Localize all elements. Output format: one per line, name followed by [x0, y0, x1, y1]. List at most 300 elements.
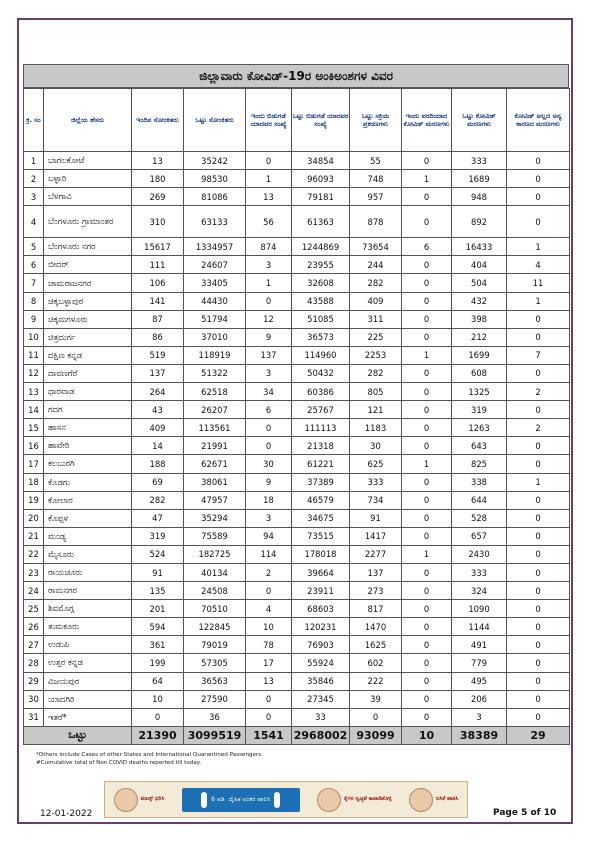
- header-serial: ಕ್ರ. ಸಂ: [24, 89, 44, 152]
- header-active-cases: ಒಟ್ಟು ಸಕ್ರಿಯ ಪ್ರಕರಣಗಳು: [350, 89, 402, 152]
- row-district-name: ಬಳ್ಳಾರಿ: [44, 170, 132, 188]
- row-value: 13: [132, 152, 184, 170]
- row-value: 62518: [184, 383, 246, 401]
- row-value: 1: [402, 346, 452, 364]
- row-value: 9: [246, 328, 292, 346]
- row-district-name: ಚಿಕ್ಕಬಳ್ಳಾಪುರ: [44, 292, 132, 310]
- row-value: 61221: [292, 455, 350, 473]
- row-value: 76903: [292, 636, 350, 654]
- row-value: 180: [132, 170, 184, 188]
- row-value: 1: [402, 170, 452, 188]
- row-value: 0: [402, 491, 452, 509]
- row-value: 222: [350, 672, 402, 690]
- table-row: [24, 328, 570, 346]
- row-value: 39664: [292, 563, 350, 581]
- row-value: 1: [507, 238, 570, 256]
- row-serial: 1: [24, 152, 44, 170]
- row-value: 0: [402, 206, 452, 238]
- row-value: 0: [402, 654, 452, 672]
- row-value: 892: [452, 206, 507, 238]
- row-value: 86: [132, 328, 184, 346]
- row-district-name: ರಾಯಚೂರು: [44, 563, 132, 581]
- row-district-name: ತುಮಕೂರು: [44, 618, 132, 636]
- row-district-name: ಕೊಡಗು: [44, 473, 132, 491]
- row-value: 73654: [350, 238, 402, 256]
- row-serial: 21: [24, 527, 44, 545]
- row-value: 957: [350, 188, 402, 206]
- row-value: 6: [246, 401, 292, 419]
- row-serial: 14: [24, 401, 44, 419]
- page-number: Page 5 of 10: [493, 808, 557, 818]
- header-total-discharged: ಒಟ್ಟು ಬಿಡುಗಡೆ ಯಾದವರ ಸಂಖ್ಯೆ: [292, 89, 350, 152]
- row-value: 91: [132, 563, 184, 581]
- row-value: 748: [350, 170, 402, 188]
- table-row: [24, 206, 570, 238]
- row-value: 519: [132, 346, 184, 364]
- row-district-name: ಕಲಬುರಗಿ: [44, 455, 132, 473]
- row-value: 817: [350, 600, 402, 618]
- row-value: 75589: [184, 527, 246, 545]
- row-value: 0: [402, 419, 452, 437]
- row-value: 98530: [184, 170, 246, 188]
- row-value: 0: [402, 600, 452, 618]
- row-value: 40134: [184, 563, 246, 581]
- row-value: 608: [452, 364, 507, 382]
- row-value: 361: [132, 636, 184, 654]
- row-value: 2: [507, 383, 570, 401]
- row-value: 24607: [184, 256, 246, 274]
- report-date: 12-01-2022: [40, 809, 93, 819]
- row-value: 0: [507, 600, 570, 618]
- row-serial: 8: [24, 292, 44, 310]
- row-serial: 19: [24, 491, 44, 509]
- row-value: 1: [246, 170, 292, 188]
- row-district-name: ಗದಗ: [44, 401, 132, 419]
- row-value: 60386: [292, 383, 350, 401]
- row-value: 50432: [292, 364, 350, 382]
- table-row: [24, 292, 570, 310]
- row-value: 264: [132, 383, 184, 401]
- row-value: 2277: [350, 545, 402, 563]
- row-value: 13: [246, 672, 292, 690]
- row-value: 33405: [184, 274, 246, 292]
- row-value: 62671: [184, 455, 246, 473]
- total-cell: 2968002: [292, 726, 350, 744]
- hands-text: ಕೈಗಳ ಸ್ವಚ್ಛತೆ ಕಾಪಾಡಿಕೊಳ್ಳಿ: [344, 796, 392, 802]
- row-district-name: ಬಾಗಲಕೋಟೆ: [44, 152, 132, 170]
- row-district-name: ಯಾದಗಿರಿ: [44, 690, 132, 708]
- row-district-name: ಬೆಂಗಳೂರು ನಗರ: [44, 238, 132, 256]
- row-value: 47: [132, 509, 184, 527]
- row-value: 1244869: [292, 238, 350, 256]
- table-row: [24, 310, 570, 328]
- row-value: 643: [452, 437, 507, 455]
- row-value: 0: [507, 206, 570, 238]
- table-row: [24, 527, 570, 545]
- row-value: 1689: [452, 170, 507, 188]
- row-value: 51794: [184, 310, 246, 328]
- row-value: 0: [402, 582, 452, 600]
- row-value: 657: [452, 527, 507, 545]
- row-district-name: ಹಾವೇರಿ: [44, 437, 132, 455]
- row-district-name: ಧಾರವಾಡ: [44, 383, 132, 401]
- row-value: 114960: [292, 346, 350, 364]
- table-row: [24, 545, 570, 563]
- row-value: 0: [507, 455, 570, 473]
- row-value: 4: [507, 256, 570, 274]
- row-value: 91: [350, 509, 402, 527]
- row-value: 34854: [292, 152, 350, 170]
- row-district-name: ಶಿವಮೊಗ್ಗ: [44, 600, 132, 618]
- row-value: 35846: [292, 672, 350, 690]
- awareness-banner: [104, 781, 468, 818]
- row-serial: 28: [24, 654, 44, 672]
- table-row: [24, 256, 570, 274]
- row-district-name: ಉಡುಪಿ: [44, 636, 132, 654]
- table-header-row: [24, 89, 570, 152]
- row-value: 1: [507, 292, 570, 310]
- row-district-name: ಬೀದರ್: [44, 256, 132, 274]
- row-value: 27590: [184, 690, 246, 708]
- row-value: 2: [507, 419, 570, 437]
- row-value: 3: [246, 509, 292, 527]
- row-value: 1470: [350, 618, 402, 636]
- row-value: 57305: [184, 654, 246, 672]
- row-value: 47957: [184, 491, 246, 509]
- row-district-name: ರಾಮನಗರ: [44, 582, 132, 600]
- table-row: [24, 690, 570, 708]
- row-district-name: ಇತರೆ*: [44, 708, 132, 726]
- row-value: 0: [507, 582, 570, 600]
- row-value: 1: [246, 274, 292, 292]
- table-row: [24, 563, 570, 581]
- row-serial: 27: [24, 636, 44, 654]
- total-cell: 1541: [246, 726, 292, 744]
- row-value: 122845: [184, 618, 246, 636]
- row-district-name: ಕೊಪ್ಪಳ: [44, 509, 132, 527]
- row-value: 26207: [184, 401, 246, 419]
- row-value: 113561: [184, 419, 246, 437]
- row-serial: 29: [24, 672, 44, 690]
- row-value: 0: [402, 152, 452, 170]
- row-value: 269: [132, 188, 184, 206]
- row-value: 805: [350, 383, 402, 401]
- row-value: 282: [350, 274, 402, 292]
- row-serial: 30: [24, 690, 44, 708]
- row-serial: 10: [24, 328, 44, 346]
- row-value: 0: [507, 545, 570, 563]
- row-value: 61363: [292, 206, 350, 238]
- row-value: 0: [246, 419, 292, 437]
- row-value: 11: [507, 274, 570, 292]
- row-serial: 20: [24, 509, 44, 527]
- row-serial: 12: [24, 364, 44, 382]
- row-value: 55924: [292, 654, 350, 672]
- row-value: 644: [452, 491, 507, 509]
- row-value: 39: [350, 690, 402, 708]
- row-value: 3: [246, 364, 292, 382]
- row-value: 273: [350, 582, 402, 600]
- row-value: 111113: [292, 419, 350, 437]
- row-serial: 13: [24, 383, 44, 401]
- vaccine-icon: [409, 788, 433, 812]
- row-value: 56: [246, 206, 292, 238]
- row-value: 0: [507, 672, 570, 690]
- row-value: 36: [184, 708, 246, 726]
- row-value: 333: [452, 152, 507, 170]
- row-district-name: ಮಂಡ್ಯ: [44, 527, 132, 545]
- row-value: 2430: [452, 545, 507, 563]
- row-value: 35294: [184, 509, 246, 527]
- row-value: 0: [402, 328, 452, 346]
- total-cell: 93099: [350, 726, 402, 744]
- row-value: 30: [246, 455, 292, 473]
- header-today-cases: ಇಂದಿನ ಸೋಂಕಿತರು: [132, 89, 184, 152]
- row-value: 78: [246, 636, 292, 654]
- row-value: 114: [246, 545, 292, 563]
- distance-segment: [182, 788, 300, 812]
- row-value: 34: [246, 383, 292, 401]
- row-value: 0: [507, 636, 570, 654]
- row-value: 594: [132, 618, 184, 636]
- row-value: 15617: [132, 238, 184, 256]
- row-value: 10: [246, 618, 292, 636]
- row-value: 1699: [452, 346, 507, 364]
- row-value: 135: [132, 582, 184, 600]
- row-value: 10: [132, 690, 184, 708]
- row-value: 225: [350, 328, 402, 346]
- row-value: 0: [507, 188, 570, 206]
- total-cell: 29: [507, 726, 570, 744]
- row-value: 0: [402, 527, 452, 545]
- row-value: 874: [246, 238, 292, 256]
- row-value: 69: [132, 473, 184, 491]
- row-value: 1144: [452, 618, 507, 636]
- table-row: [24, 188, 570, 206]
- row-value: 7: [507, 346, 570, 364]
- row-value: 121: [350, 401, 402, 419]
- row-value: 30: [350, 437, 402, 455]
- row-value: 137: [350, 563, 402, 581]
- row-value: 33: [292, 708, 350, 726]
- row-value: 282: [350, 364, 402, 382]
- row-value: 602: [350, 654, 402, 672]
- row-value: 324: [452, 582, 507, 600]
- row-serial: 6: [24, 256, 44, 274]
- header-today-discharged: ಇಂದು ಬಿಡುಗಡೆ ಯಾದವರ ಸಂಖ್ಯೆ: [246, 89, 292, 152]
- row-value: 0: [402, 437, 452, 455]
- row-value: 404: [452, 256, 507, 274]
- row-value: 3: [246, 256, 292, 274]
- row-value: 0: [402, 672, 452, 690]
- row-value: 1263: [452, 419, 507, 437]
- table-row: [24, 383, 570, 401]
- row-value: 0: [402, 364, 452, 382]
- footnotes: [36, 752, 263, 768]
- row-serial: 26: [24, 618, 44, 636]
- row-value: 1090: [452, 600, 507, 618]
- row-value: 0: [402, 690, 452, 708]
- row-value: 23955: [292, 256, 350, 274]
- district-stats-table: [23, 88, 570, 745]
- row-serial: 18: [24, 473, 44, 491]
- row-district-name: ಚಾಮರಾಜನಗರ: [44, 274, 132, 292]
- footnote-non-covid: #Cumulative total of Non COVID deaths reported till today.: [36, 759, 202, 766]
- row-value: 141: [132, 292, 184, 310]
- row-value: 0: [507, 708, 570, 726]
- mask-text: ಮಾಸ್ಕ್ ಧರಿಸಿ: [140, 796, 165, 802]
- row-value: 9: [246, 473, 292, 491]
- total-cell: 3099519: [184, 726, 246, 744]
- table-row: [24, 708, 570, 726]
- row-district-name: ಚಿಕ್ಕಮಗಳೂರು: [44, 310, 132, 328]
- row-value: 21318: [292, 437, 350, 455]
- row-serial: 11: [24, 346, 44, 364]
- row-value: 63133: [184, 206, 246, 238]
- row-value: 495: [452, 672, 507, 690]
- row-value: 0: [402, 274, 452, 292]
- row-value: 825: [452, 455, 507, 473]
- totals-label: ಒಟ್ಟು: [24, 726, 132, 744]
- distance-text: ದೈಹಿಕ ಅಂತರ ಪಾಲಿಸಿ: [228, 795, 271, 803]
- row-value: 18: [246, 491, 292, 509]
- row-district-name: ದಾವಣಗೆರೆ: [44, 364, 132, 382]
- row-value: 0: [402, 383, 452, 401]
- row-serial: 15: [24, 419, 44, 437]
- row-value: 2253: [350, 346, 402, 364]
- distance-top: 6 ಅಡಿ: [211, 795, 225, 803]
- table-row: [24, 672, 570, 690]
- row-value: 398: [452, 310, 507, 328]
- row-value: 0: [350, 708, 402, 726]
- row-value: 0: [402, 256, 452, 274]
- row-value: 319: [452, 401, 507, 419]
- row-value: 34675: [292, 509, 350, 527]
- row-value: 1: [507, 473, 570, 491]
- table-row: [24, 636, 570, 654]
- row-value: 0: [402, 563, 452, 581]
- table-title: ಜಿಲ್ಲಾವಾರು ಕೋವಿಡ್-19ರ ಅಂಕಿಅಂಶಗಳ ವಿವರ: [23, 64, 569, 88]
- row-serial: 24: [24, 582, 44, 600]
- row-value: 0: [402, 401, 452, 419]
- row-serial: 31: [24, 708, 44, 726]
- row-value: 0: [507, 563, 570, 581]
- row-value: 36563: [184, 672, 246, 690]
- table-row: [24, 274, 570, 292]
- row-value: 137: [246, 346, 292, 364]
- row-value: 178018: [292, 545, 350, 563]
- row-value: 504: [452, 274, 507, 292]
- row-value: 2: [246, 563, 292, 581]
- row-value: 24508: [184, 582, 246, 600]
- row-value: 32608: [292, 274, 350, 292]
- row-value: 23911: [292, 582, 350, 600]
- row-serial: 22: [24, 545, 44, 563]
- mask-segment: [114, 788, 165, 812]
- row-value: 4: [246, 600, 292, 618]
- row-value: 310: [132, 206, 184, 238]
- header-total-deaths: ಒಟ್ಟು ಕೋವಿಡ್ ಮರಣಗಳು: [452, 89, 507, 152]
- row-value: 528: [452, 509, 507, 527]
- row-value: 17: [246, 654, 292, 672]
- row-value: 27345: [292, 690, 350, 708]
- row-district-name: ಮೈಸೂರು: [44, 545, 132, 563]
- row-value: 0: [507, 509, 570, 527]
- row-value: 16433: [452, 238, 507, 256]
- row-value: 0: [402, 310, 452, 328]
- row-value: 106: [132, 274, 184, 292]
- row-value: 0: [507, 527, 570, 545]
- table-row: [24, 152, 570, 170]
- row-value: 118919: [184, 346, 246, 364]
- row-value: 409: [350, 292, 402, 310]
- row-value: 948: [452, 188, 507, 206]
- table-row: [24, 509, 570, 527]
- row-value: 0: [507, 654, 570, 672]
- person-icon: [274, 792, 280, 808]
- row-value: 0: [507, 310, 570, 328]
- row-value: 64: [132, 672, 184, 690]
- row-value: 73515: [292, 527, 350, 545]
- row-value: 0: [507, 618, 570, 636]
- row-value: 0: [402, 636, 452, 654]
- row-district-name: ವಿಜಯಪುರ: [44, 672, 132, 690]
- row-value: 94: [246, 527, 292, 545]
- row-value: 0: [507, 690, 570, 708]
- table-row: [24, 618, 570, 636]
- table-row: [24, 437, 570, 455]
- person-icon: [201, 792, 207, 808]
- row-value: 6: [402, 238, 452, 256]
- row-value: 111: [132, 256, 184, 274]
- row-value: 1183: [350, 419, 402, 437]
- row-district-name: ಬೆಳಗಾವಿ: [44, 188, 132, 206]
- header-non-covid-deaths: ಕೋವಿಡ್ ಅಲ್ಲದ ಅನ್ಯ ಕಾರಣದ ಮರಣಗಳು: [507, 89, 570, 152]
- row-district-name: ಹಾಸನ: [44, 419, 132, 437]
- row-value: 68603: [292, 600, 350, 618]
- row-value: 37389: [292, 473, 350, 491]
- row-value: 0: [507, 401, 570, 419]
- row-district-name: ಬೆಂಗಳೂರು ಗ್ರಾಮಾಂತರ: [44, 206, 132, 238]
- row-value: 0: [246, 582, 292, 600]
- row-serial: 5: [24, 238, 44, 256]
- row-value: 212: [452, 328, 507, 346]
- row-value: 137: [132, 364, 184, 382]
- row-value: 199: [132, 654, 184, 672]
- row-value: 13: [246, 188, 292, 206]
- row-value: 1417: [350, 527, 402, 545]
- row-serial: 16: [24, 437, 44, 455]
- table-row: [24, 238, 570, 256]
- row-value: 779: [452, 654, 507, 672]
- row-value: 14: [132, 437, 184, 455]
- row-value: 70510: [184, 600, 246, 618]
- row-value: 0: [132, 708, 184, 726]
- footnote-others: *Others include Cases of other States and International Quarantined Passengers.: [36, 752, 263, 758]
- row-value: 319: [132, 527, 184, 545]
- table-row: [24, 401, 570, 419]
- row-value: 491: [452, 636, 507, 654]
- table-row: [24, 654, 570, 672]
- row-value: 734: [350, 491, 402, 509]
- row-value: 79019: [184, 636, 246, 654]
- table-row: [24, 600, 570, 618]
- row-value: 38061: [184, 473, 246, 491]
- totals-row: [24, 726, 570, 744]
- row-value: 0: [507, 364, 570, 382]
- hands-segment: [317, 788, 392, 812]
- row-serial: 3: [24, 188, 44, 206]
